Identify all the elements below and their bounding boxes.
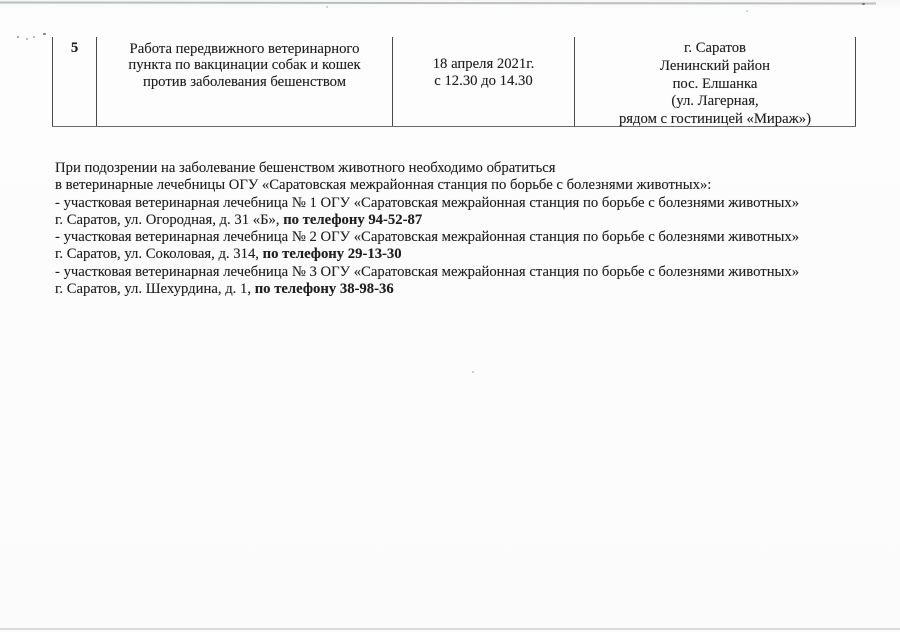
clinic-phone: по телефону 94-52-87 xyxy=(283,211,423,228)
clinic-address-line xyxy=(55,212,799,229)
clinic-address-line xyxy=(55,281,799,298)
time-line: с 12.30 до 14.30 xyxy=(434,73,533,90)
location-line: пос. Елшанка xyxy=(672,75,758,92)
table-cell-location xyxy=(574,37,856,126)
scan-speck xyxy=(17,36,19,38)
scan-speck xyxy=(33,36,35,38)
clinic-phone: по телефону 38-98-36 xyxy=(254,281,394,298)
location-line: (ул. Лагерная, xyxy=(671,93,759,110)
clinic-name-line: - участковая ветеринарная лечебница № 2 ОГУ «Саратовская межрайонная станция по борьбе с болезнями животных» xyxy=(55,229,800,246)
table-cell-row-number xyxy=(52,37,96,126)
notice-intro-line: При подозрении на заболевание бешенством животного необходимо обратиться xyxy=(55,160,556,176)
clinic-address-line xyxy=(55,246,799,263)
location-line: г. Саратов xyxy=(683,40,746,56)
date-line: 18 апреля 2021г. xyxy=(432,56,535,72)
clinic-name-line: - участковая ветеринарная лечебница № 3 ОГУ «Саратовская межрайонная станция по борьбе с болезнями животных» xyxy=(55,263,800,280)
activity-line: Работа передвижного ветеринарного xyxy=(129,41,360,57)
scan-speck xyxy=(43,33,46,35)
clinic-address: г. Саратов, ул. Шехурдина, д. 1, xyxy=(55,281,255,298)
scan-speck xyxy=(326,6,328,8)
scan-speck xyxy=(472,371,474,373)
notice-intro-line: в ветеринарные лечебницы ОГУ «Саратовская межрайонная станция по борьбе с болезнями животных»: xyxy=(55,177,712,194)
clinic-phone: по телефону 29-13-30 xyxy=(262,246,402,263)
table-cell-activity xyxy=(96,37,392,126)
activity-line: против заболевания бешенством xyxy=(142,73,347,90)
scan-speck xyxy=(862,3,865,5)
clinic-address: г. Саратов, ул. Огородная, д. 31 «Б», xyxy=(55,211,284,228)
location-line: Ленинский район xyxy=(660,57,770,74)
rabies-notice-paragraph xyxy=(55,160,799,298)
clinic-name-line: - участковая ветеринарная лечебница № 1 ОГУ «Саратовская межрайонная станция по борьбе с болезнями животных» xyxy=(55,194,800,211)
table-cell-datetime xyxy=(392,37,574,126)
clinic-address: г. Саратов, ул. Соколовая, д. 314, xyxy=(55,246,263,263)
location-line: рядом с гостиницей «Мираж») xyxy=(618,111,812,128)
scan-edge-top xyxy=(0,2,876,5)
scan-speck xyxy=(746,10,748,12)
scan-speck xyxy=(26,38,28,40)
row-number: 5 xyxy=(70,40,79,56)
vaccination-schedule-table xyxy=(52,37,856,127)
scan-edge-bottom xyxy=(0,628,900,630)
activity-line: пункта по вакцинации собак и кошек xyxy=(128,57,361,74)
